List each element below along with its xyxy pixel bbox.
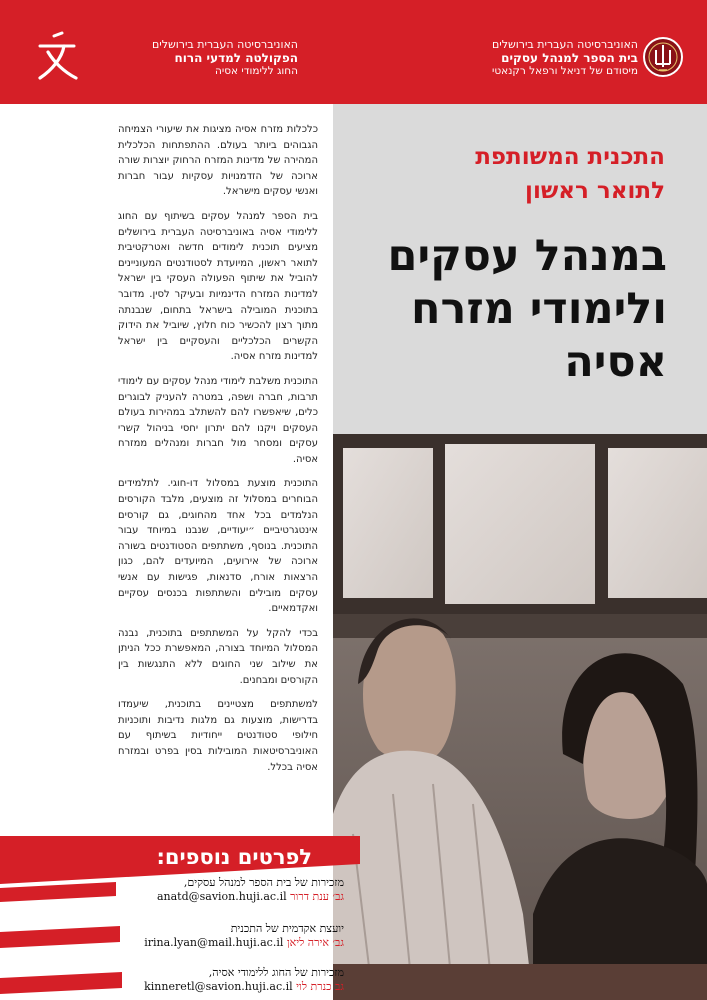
subtitle-line: התכנית המשותפת [475, 144, 665, 170]
contact-item [84, 876, 344, 904]
contact-email-link[interactable]: kinneretl@savion.huji.ac.il [144, 980, 293, 993]
humanities-faculty-logo-icon [34, 30, 80, 82]
contact-name: גב׳ אירה ליאן [286, 936, 344, 949]
program-title [347, 230, 667, 389]
title-panel [333, 104, 707, 434]
paragraph: כלכלות מזרח אסיה מציגות את שיעורי הצמיחה הגבוהים ביותר בעולם. ההתפתחות הכלכלית המהירה של מדינות המזרח הרחוק יוצרות שורה ארוכה של הזדמנויות עסקיות עבור חברות ואנשי עסקים מישראל. [118, 124, 318, 198]
contact-name: גב׳ ענת דרור [290, 890, 344, 903]
contact-email-link[interactable]: anatd@savion.huji.ac.il [156, 890, 287, 903]
title-line: במנהל עסקים [387, 231, 667, 281]
program-subtitle [365, 140, 665, 208]
header-banner [0, 0, 707, 104]
contact-role: מזכירות של בית הספר למנהל עסקים, [183, 876, 344, 889]
subtitle-line: לתואר ראשון [525, 178, 665, 204]
paragraph: בית הספר למנהל עסקים בשיתוף עם החוג ללימודי אסיה באוניברסיטה העברית בירושלים מציעים תוכנית לימודים חדשה ואטרקטיבית לתואר ראשון, המיועדת לסטודנטים המעוניינים להוביל את שיתוף הפעולה העסקי בין ישראל למדינות המזרח הדינמיות ובעיקר לסין. מדובר בתוכנית המובילה בישראל בתחום, שנבנתה מתוך רצון להכשיר כוח חלוץ, שיוביל את הידוק הקשרים הכלכליים והעסקיים בין ישראל למדינות מזרח אסיה. [118, 210, 318, 363]
contact-role: מזכירות של החוג ללימודי אסיה, [208, 966, 344, 979]
contact-section [0, 836, 360, 1000]
students-photo-illustration [333, 434, 707, 1000]
title-line: אסיה [564, 337, 667, 387]
paragraph: התוכנית משלבת לימודי מנהל עסקים עם לימודי תרבות, חברה ושפה, במטרה להעניק לבוגרים כלים, שיאפשרו להם להשתלב במהירות בעולם העסקים ויקנו להם יתרון יחסי בניהול קשרי עסקים ומסחר מול חברות ומנהלים ממזרח אסיה. [118, 375, 318, 465]
students-photo [333, 434, 707, 1000]
title-line: ולימודי מזרח [411, 284, 667, 334]
university-name: האוניברסיטה העברית בירושלים [491, 38, 638, 51]
faculty-name-block [98, 38, 298, 78]
contact-item [84, 966, 344, 994]
contact-name: גב כנרת לוי [296, 980, 344, 993]
contact-role: יועצת אקדמית של התכנית [230, 922, 344, 935]
paragraph: התוכנית מוצעת במסלול דו-חוגי. לתלמידים הבוחרים במסלול זה מוצעים, מלבד הקורסים הנלמדים בכל אחד מהחוגים, גם קורסים אינטגרטיביים ״יעודיים, שנבנו במיוחד עבור התוכנית. בנוסף, משתתפים הסטודנטים בשורה ארוכה של אירועים, המיועדים להם, כגון הרצאות אורח, סדנאות, פגישות עם אנשי עסקים מובילים והשתתפות בכנסים עסקיים ואקדמאיים. [118, 478, 318, 615]
hebrew-university-emblem-icon [642, 36, 684, 78]
business-school-name: בית הספר למנהל עסקים [501, 51, 638, 65]
paragraph: למשתתפים מצטיינים בתוכנית, שיעמדו בדרישות, מוצעות גם מלגות נדיבות ותוכניות חילופי סטודנטים ייחודיות בשיתוף עם האוניברסיטאות המובילות בסין בפרט ובמזרח אסיה בכלל. [118, 699, 318, 773]
contact-email-link[interactable]: irina.lyan@mail.huji.ac.il [144, 936, 284, 949]
business-school-name-block [438, 38, 638, 78]
contact-item [84, 922, 344, 950]
contact-heading: לפרטים נוספים: [156, 845, 312, 869]
department-name: החוג ללימודי אסיה [215, 65, 298, 77]
body-text-column [118, 122, 318, 784]
university-name: האוניברסיטה העברית בירושלים [151, 38, 298, 51]
faculty-name: הפקולטה למדעי הרוח [174, 51, 298, 65]
paragraph: בכדי להקל על המשתתפים בתוכנית, נבנה המסלול המיוחד בצורה, המאפשרת ככל הניתן את שילוב שני החוגים ללא התנגשות בין הקורסים ומבחנים. [118, 627, 318, 686]
founders-line: מיסודם של דניאל ורפאל רקנאטי [492, 65, 638, 77]
